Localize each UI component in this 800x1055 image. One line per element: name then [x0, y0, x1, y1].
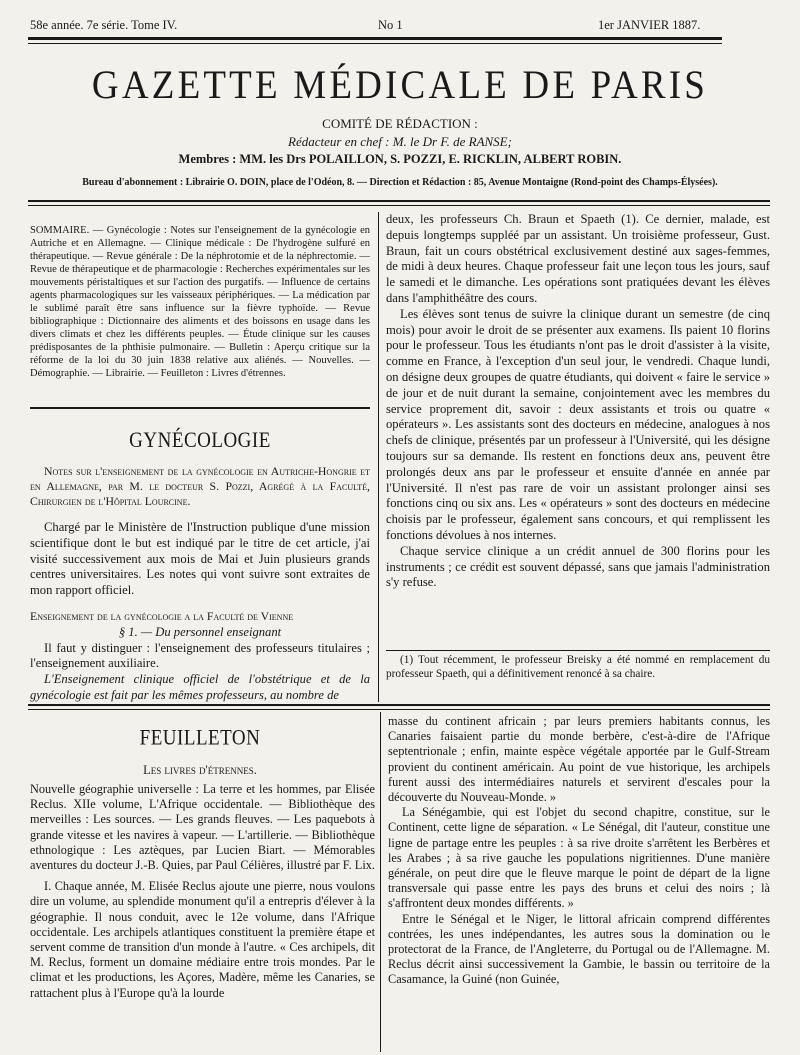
- gynecologie-p1: Chargé par le Ministère de l'Instruction publique d'une mission scientifique dont le but est indiqué par le titre de cet article, j'ai visité successivement aux mois de Mai et Juin plusieurs grands centres universitaires. Les notes qui vont suivre sont extraites de mon rapport officiel.: [30, 520, 370, 598]
- editor-in-chief: Rédacteur en chef : M. le Dr F. de RANSE;: [288, 134, 512, 149]
- committee-members: Membres : MM. les Drs POLAILLON, S. POZZI, E. RICKLIN, ALBERT ROBIN.: [178, 152, 622, 166]
- summary-text: SOMMAIRE. — Gynécologie : Notes sur l'enseignement de la gynécologie en Autriche et en Allemagne. — Clinique médicale : De l'hydrogène sulfuré en thérapeutique. — Revue générale : De la néphrotomie et de la néphrectomie. — Revue de thérapeutique et de pharmacologie : Recherches expérimentales sur les mouvements péristaltiques et sur l'action des purgatifs. — Influence de certains agents pharmacologiques sur les vaisseaux périphériques. — La médication par le sublimé paraît être sans influence sur la fièvre typhoïde. — Revue bibliographique : Dictionnaire des aliments et des boissons en usage dans les divers climats et chez les différents peuples. — Étude clinique sur les causes prédisposantes de la phthisie pulmonaire. — Bulletin : Aperçu critique sur la réforme de la loi du 30 juin 1838 relative aux aliénés. — Nouvelles. — Démographie. — Librairie. — Feuilleton : Livres d'étrennes.: [30, 225, 370, 379]
- right-p2: Les élèves sont tenus de suivre la clinique durant un semestre (de cinq mois) pour avoir le droit de se présenter aux examens. Ils paient 10 florins pour le professeur. Tous les étudiants n'ont pas le droit d'assister à la visite, comme en France, à l'exception d'un seul jour, le vendredi. Chaque lundi, on désigne deux groupes de quatre étudiants, qui doivent « faire le service » de jour et de nuit durant la semaine, conjointement avec les membres du service proprement dit, savoir : deux assistants et trois ou quatre « opérateurs ». Les assistants sont des docteurs en médecine, analogues à nos chefs de clinique, présentés par un professeur à l'Université, qui les désigne toujours sur sa demande. Ils restent en fonctions deux ans, peuvent être prolongés deux ans par le professeur et ensuite d'année en année par l'Université. Il n'est pas rare de voir un assistant prolonger ainsi ses fonctions cinq ou six ans. Les « opérateurs » sont des docteurs en médecine choisis par le professeur, également sans concours, et qui remplissent les fonctions dévolues à nos internes.: [386, 306, 770, 542]
- gynecologie-body: [30, 520, 370, 704]
- feuilleton-book-list: Nouvelle géographie universelle : La terre et les hommes, par Elisée Reclus. XIIe volume, L'Afrique occidentale. — Bibliothèque des merveilles : Les sources. — Les grands fleuves. — Les paquebots à grande vitesse et les navires à vapeur. — L'artillerie. — Bibliothèque ethnologique : Les aztèques, par Lucien Biart. — Mémorables aventures du docteur J.-B. Quies, par Paul Célières, illustré par F. Lix.: [30, 782, 375, 873]
- footnote-block: [386, 654, 770, 681]
- gynecologie-p3: L'Enseignement clinique officiel de l'obstétrique et de la gynécologie est fait par les mêmes professeurs, au nombre de: [30, 672, 370, 702]
- summary-box: [30, 224, 370, 380]
- column-divider-bottom: [380, 712, 381, 1052]
- gynecologie-title: GYNÉCOLOGIE: [129, 428, 271, 453]
- header-rule: [28, 37, 722, 40]
- feuilleton-right-p2: La Sénégambie, qui est l'objet du second chapitre, constitue, sur le Continent, cette ligne de séparation. « Le Sénégal, dit l'auteur, constitue une ligne de partage entre les peuples : à sa rive droite s'arrêtent les Berbères et les Arabes ; à sa rive gauche les populations nigritiennes. D'une manière générale, on peut dire que le fleuve marque le point de départ de la ligne transversale qui passe entre les pays des bruns et celui des noirs ; là s'affrontent deux mondes différents. »: [388, 805, 770, 911]
- issue-date: 1er JANVIER 1887.: [598, 18, 701, 32]
- feuilleton-title: FEUILLETON: [139, 726, 261, 751]
- issue-number: No 1: [378, 18, 403, 32]
- masthead-rule-thin: [28, 205, 770, 206]
- summary-rule: [30, 407, 370, 409]
- feuilleton-body: [30, 782, 375, 1001]
- right-p3: Chaque service clinique a un crédit annuel de 300 florins pour les instruments ; ce crédit est souvent dépassé, sans que jamais l'administration s'y refuse.: [386, 543, 770, 590]
- feuilleton-right-p1: masse du continent africain ; par leurs premiers habitants connus, les Canaries faisaient partie du monde berbère, c'est-à-dire de l'Afrique septentrionale ; enfin, mainte espèce végétale apportée par le Gulf-Stream provient du continent américain. Au point de vue historique, les archipels furent aussi des intermédiaires naturels et servirent d'escales pour la découverte du Nouveau-Monde. »: [388, 714, 770, 805]
- feuilleton-subtitle: Les livres d'étrennes.: [143, 763, 257, 777]
- right-column-body: [386, 212, 770, 591]
- masthead-rule: [28, 200, 770, 202]
- committee-title: COMITÉ DE RÉDACTION :: [322, 116, 478, 131]
- gynecologie-p2: Il faut y distinguer : l'enseignement des professeurs titulaires ; l'enseignement auxiliaire.: [30, 640, 370, 671]
- gynecologie-subtitle: Notes sur l'enseignement de la gynécologie en Autriche-Hongrie et en Allemagne, par M. le docteur S. Pozzi, Agrégé à la Faculté, Chirurgien de l'Hôpital Lourcine.: [30, 464, 370, 508]
- masthead-title: GAZETTE MÉDICALE DE PARIS: [91, 62, 709, 109]
- feuilleton-right-p3: Entre le Sénégal et le Niger, le littoral africain comprend différentes contrées, les unes indépendantes, les autres sous la domination ou le protectorat de la France, de l'Angleterre, du Portugal ou de l'Allemagne. M. Reclus décrit ainsi successivement la Gambie, le bassin ou territoire de la Casamance, la Guiné (non Guinée,: [388, 911, 770, 987]
- feuilleton-rule: [28, 704, 770, 706]
- gynecologie-heading: Enseignement de la gynécologie a la Faculté de Vienne: [30, 608, 294, 623]
- office-address: Bureau d'abonnement : Librairie O. DOIN, place de l'Odéon, 8. — Direction et Rédaction : 85, Avenue Montaigne (Rond-point des Champs-Élysées).: [82, 177, 718, 188]
- gynecologie-subheading: § 1. — Du personnel enseignant: [118, 624, 282, 639]
- footnote-rule: [386, 650, 770, 651]
- feuilleton-rule-thin: [28, 709, 770, 710]
- column-divider-top: [378, 212, 379, 702]
- gynecologie-subtitle-block: [30, 464, 370, 509]
- issue-info: 58e année. 7e série. Tome IV.: [30, 18, 178, 32]
- header-rule-thin: [28, 43, 722, 44]
- feuilleton-right-body: [388, 714, 770, 988]
- feuilleton-p1: I. Chaque année, M. Elisée Reclus ajoute une pierre, nous voulons dire un volume, au splendide monument qu'il a entrepris d'élever à la géographie. Il nous conduit, avec le 12e volume, dans l'Afrique occidentale. Les archipels atlantiques constituent la première étape et servent comme de transition d'un monde à l'autre. « Ces archipels, dit M. Reclus, forment un domaine médiaire entre trois mondes. Par le climat et les productions, les Açores, Madère, même les Canaries, se rattachent plus à l'Europe qu'à la lourde: [30, 879, 375, 1000]
- right-p1: deux, les professeurs Ch. Braun et Spaeth (1). Ce dernier, malade, est depuis longtemps suppléé par un assistant. Un troisième professeur, Gust. Braun, fait un cours obstétrical exclusivement destiné aux sages-femmes, de midi à deux heures. Chaque professeur fait une leçon tous les jours, sauf le samedi et le dimanche. Les opérations sont pratiquées devant les élèves dans l'amphithéâtre des cours.: [386, 212, 770, 305]
- footnote-text: (1) Tout récemment, le professeur Breisky a été nommé en remplacement du professeur Spaeth, qui a définitivement renoncé à sa chaire.: [386, 654, 770, 680]
